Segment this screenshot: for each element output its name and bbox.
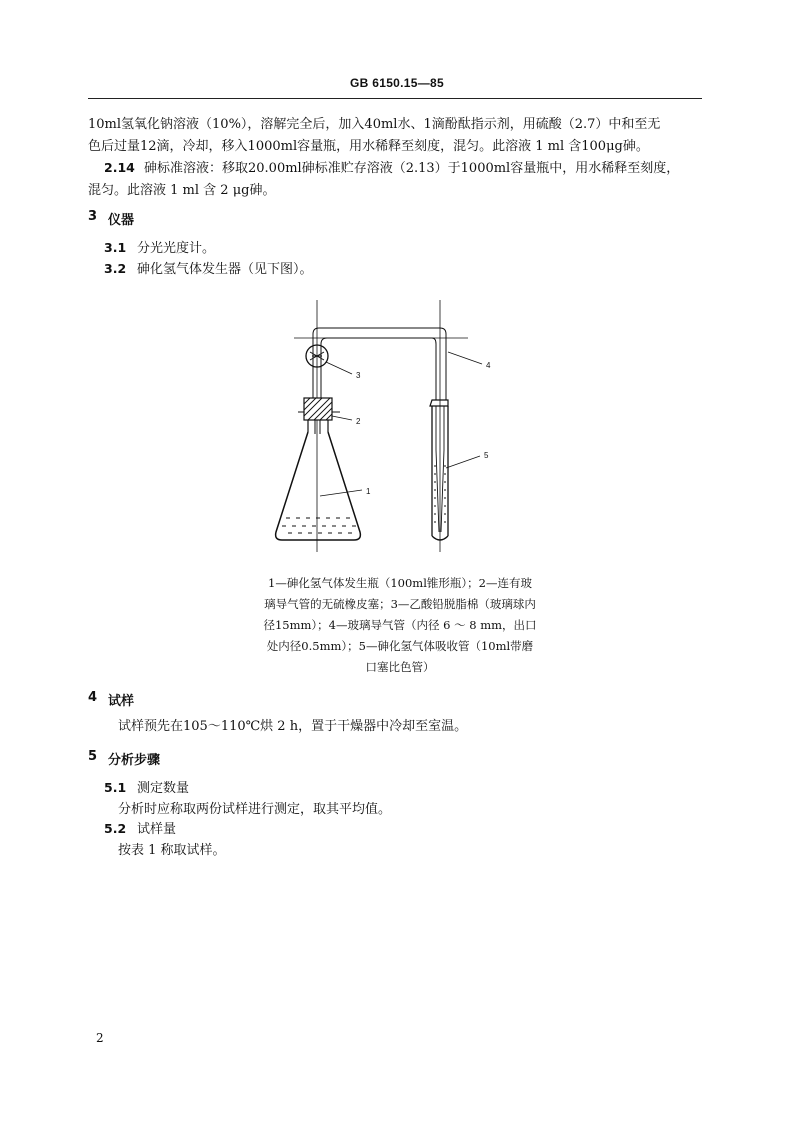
caption-line-1: 1—砷化氢气体发生瓶（100ml锥形瓶）；2—连有玻 bbox=[268, 576, 532, 590]
caption-line-3: 径15mm）；4—玻璃导气管（内径 6 ～ 8 mm，出口 bbox=[263, 618, 537, 632]
item-5-1-title: 测定数量 bbox=[137, 781, 190, 796]
section-5-title: 分析步骤 bbox=[108, 753, 161, 768]
leader-5 bbox=[446, 456, 480, 468]
leader-3 bbox=[326, 362, 352, 374]
figure-label-5: 5 bbox=[484, 451, 489, 460]
figure-label-2: 2 bbox=[356, 417, 361, 426]
item-5-2-number: 5.2 bbox=[104, 821, 127, 836]
item-3-2-number: 3.2 bbox=[104, 261, 127, 276]
paragraph-continuation-line-2: 色后过量12滴，冷却，移入1000ml容量瓶，用水稀释至刻度，混匀。此溶液 1 ml 含100μg砷。 bbox=[88, 139, 649, 154]
section-4-number: 4 bbox=[88, 690, 98, 705]
tube-ground-stopper bbox=[430, 400, 448, 406]
figure-label-4: 4 bbox=[486, 361, 491, 370]
header-rule bbox=[88, 98, 702, 99]
item-2-14-text-line-2: 混匀。此溶液 1 ml 含 2 μg砷。 bbox=[88, 183, 276, 198]
delivery-tube-outer bbox=[313, 328, 446, 418]
flask-liquid bbox=[282, 518, 356, 533]
section-4-text: 试样预先在105～110℃烘 2 h，置于干燥器中冷却至室温。 bbox=[118, 719, 468, 734]
item-3-2-text: 砷化氢气体发生器（见下图）。 bbox=[137, 262, 313, 277]
figure-label-3: 3 bbox=[356, 371, 361, 380]
item-5-1-number: 5.1 bbox=[104, 780, 127, 795]
section-4-title: 试样 bbox=[108, 694, 135, 709]
item-5-2-text: 按表 1 称取试样。 bbox=[118, 843, 226, 858]
figure-caption bbox=[230, 573, 570, 678]
item-5-2-title: 试样量 bbox=[137, 822, 177, 837]
conical-flask bbox=[276, 432, 361, 540]
caption-line-5: 口塞比色管） bbox=[365, 660, 435, 674]
item-2-14-number: 2.14 bbox=[104, 160, 135, 175]
figure-label-1: 1 bbox=[366, 487, 371, 496]
delivery-tube-inner bbox=[321, 338, 436, 418]
item-2-14-text-line-1: 砷标准溶液：移取20.00ml砷标准贮存溶液（2.13）于1000ml容量瓶中，用水稀释至刻度， bbox=[144, 161, 680, 176]
arsine-generator-figure bbox=[260, 300, 540, 560]
document-code-header: GB 6150.15—85 bbox=[350, 76, 444, 90]
item-3-1-text: 分光光度计。 bbox=[137, 241, 216, 256]
paragraph-continuation-line-1: 10ml氢氧化钠溶液（10%），溶解完全后，加入40ml水、1滴酚酞指示剂，用硫酸（2.7）中和至无 bbox=[88, 117, 661, 132]
item-3-1-number: 3.1 bbox=[104, 240, 127, 255]
section-3-title: 仪器 bbox=[108, 213, 135, 228]
leader-2 bbox=[332, 416, 352, 420]
section-5-number: 5 bbox=[88, 749, 98, 764]
leader-4 bbox=[448, 352, 482, 364]
section-3-number: 3 bbox=[88, 209, 98, 224]
leader-1 bbox=[320, 490, 362, 496]
caption-line-4: 处内径0.5mm）；5—砷化氢气体吸收管（10ml带磨 bbox=[266, 639, 534, 653]
page-number: 2 bbox=[96, 1031, 104, 1045]
rubber-stopper bbox=[304, 398, 332, 420]
caption-line-2: 璃导气管的无硫橡皮塞；3—乙酸铅脱脂棉（玻璃球内 bbox=[264, 597, 536, 611]
item-5-1-text: 分析时应称取两份试样进行测定，取其平均值。 bbox=[118, 802, 392, 817]
